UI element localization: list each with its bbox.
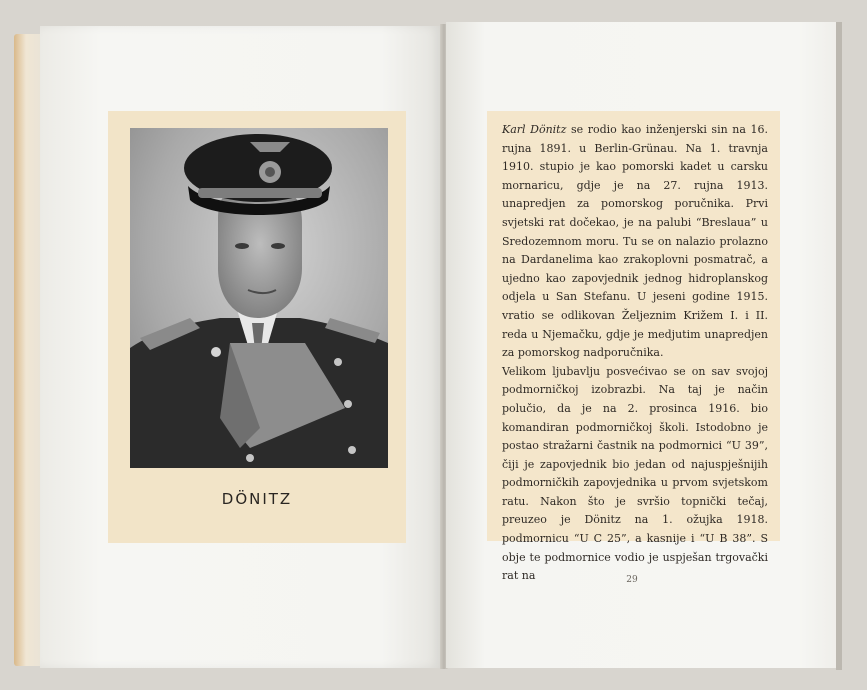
paragraph-2: Velikom ljubavlju posvećivao se on sav svojoj podmorničkoj izobrazbi. Na taj je način polučio, da je na 2. prosinca 1916. bio komandiran podmorničkoj školi. Istodobno je postao stražarni častnik na podmornici “U 39”, čiji je zapovjednik bio jedan od najuspješnijih podmorničkih zapovjednika u prvom svjetskom ratu. Nakon što je svršio topnički tečaj, preuzeo je Dönitz na 1. ožujka 1918. podmornicu “U C 25”, a kasnije i “U B 38”. S obje te podmornice vodio je uspješan trgovački rat na: [502, 364, 768, 583]
portrait-photo: [130, 128, 388, 468]
right-page-shadow: [836, 22, 842, 670]
page-number: 29: [626, 575, 638, 585]
portrait-illustration: [130, 128, 388, 468]
paragraph-1-text: se rodio kao inženjerski sin na 16. rujna 1891. u Berlin-Grünau. Na 1. travnja 1910. stupio je kao pomorski kadet u carsku mornaricu, gdje je na 27. rujna 1913. unapredjen za pomorskog poručnika. Prvi svjetski rat dočekao, je na palubi “Breslaua” u Sredozemnom moru. Tu se on nalazio prolazno na Dardanelima kao zrakoplovni posmatrač, a ujedno kao zapovjednik jednog hidroplanskog odjela u San Stefanu. U jeseni godine 1915. vratio se odlikovan Željeznim Križem I. i II. reda u Njemačku, gdje je medjutim unapredjen za pomorskog nadporučnika.: [502, 123, 768, 360]
person-name: Karl Dönitz: [502, 123, 567, 136]
biography-text: [502, 121, 768, 586]
photo-caption: DÖNITZ: [221, 490, 293, 508]
paragraph-1: [502, 121, 768, 363]
